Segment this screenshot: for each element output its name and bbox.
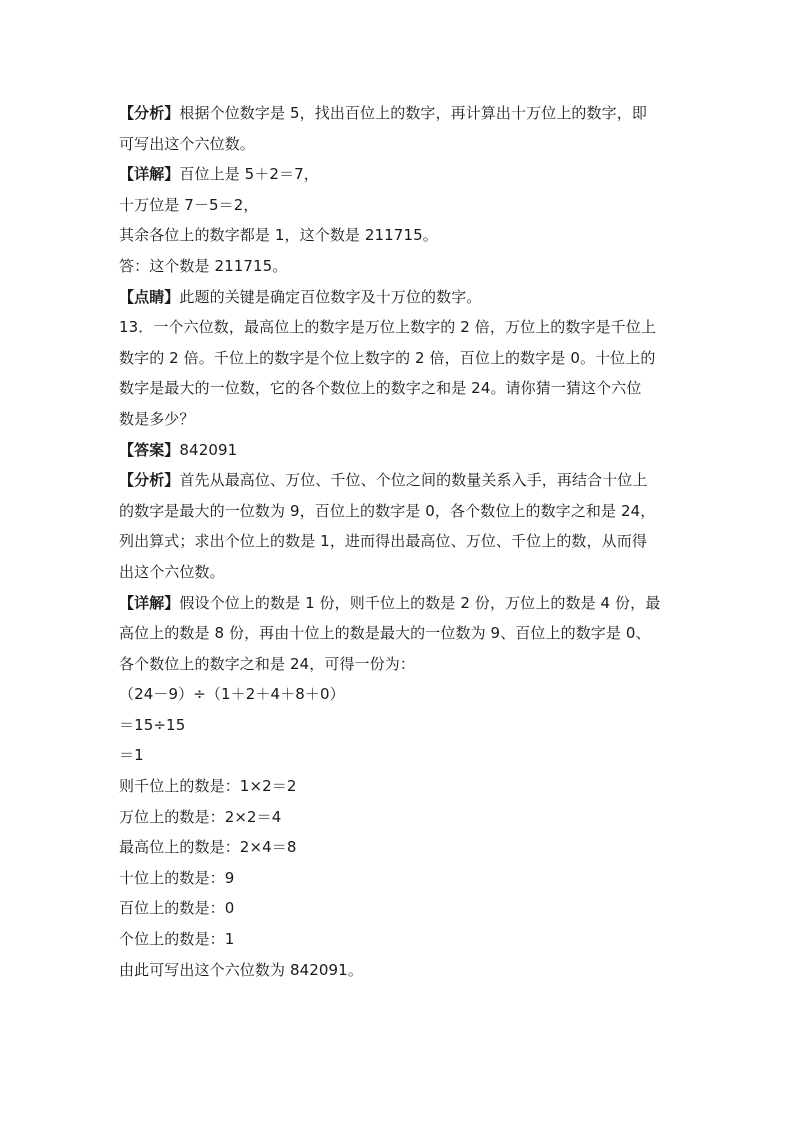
text-line bbox=[119, 404, 679, 435]
line-text: 百位上是 5＋2＝7， bbox=[179, 165, 319, 184]
text-line bbox=[119, 740, 679, 771]
text-line bbox=[119, 832, 679, 863]
line-text: ＝15÷15 bbox=[119, 715, 186, 734]
section-tag: 【详解】 bbox=[119, 165, 180, 184]
line-text: 数字是最大的一位数，它的各个数位上的数字之和是 24。请你猜一猜这个六位 bbox=[119, 379, 642, 398]
text-line bbox=[119, 190, 679, 221]
line-text: 高位上的数是 8 份，再由十位上的数是最大的一位数为 9、百位上的数字是 0、 bbox=[119, 624, 651, 643]
section-tag: 【分析】 bbox=[119, 104, 180, 122]
text-line bbox=[119, 496, 679, 527]
line-text: 假设个位上的数是 1 份，则千位上的数是 2 份，万位上的数是 4 份，最 bbox=[179, 593, 661, 612]
text-line bbox=[119, 526, 679, 557]
text-line bbox=[119, 893, 679, 924]
section-tag: 【分析】 bbox=[119, 471, 180, 490]
text-line bbox=[119, 557, 679, 588]
text-line bbox=[119, 924, 679, 955]
line-text: （24－9）÷（1＋2＋4＋8＋0） bbox=[119, 685, 345, 704]
line-text: 842091 bbox=[179, 440, 238, 459]
line-text: 列出算式；求出个位上的数是 1，进而得出最高位、万位、千位上的数，从而得 bbox=[119, 532, 647, 551]
line-text: 13．一个六位数，最高位上的数字是万位上数字的 2 倍，万位上的数字是千位上 bbox=[119, 318, 656, 337]
text-line bbox=[119, 220, 679, 251]
line-text: 此题的关键是确定百位数字及十万位的数字。 bbox=[179, 287, 482, 306]
text-line bbox=[119, 435, 679, 466]
section-tag: 【答案】 bbox=[119, 440, 180, 459]
line-text: 十万位是 7－5＝2， bbox=[119, 195, 259, 214]
text-line bbox=[119, 373, 679, 404]
text-line bbox=[119, 343, 679, 374]
line-text: 由此可写出这个六位数为 842091。 bbox=[119, 960, 363, 979]
text-line bbox=[119, 618, 679, 649]
line-text: 答：这个数是 211715。 bbox=[119, 256, 288, 275]
line-text: 百位上的数是：0 bbox=[119, 899, 235, 918]
line-text: 首先从最高位、万位、千位、个位之间的数量关系入手，再结合十位上 bbox=[179, 471, 648, 490]
text-line bbox=[119, 955, 679, 986]
text-line bbox=[119, 312, 679, 343]
document-body bbox=[119, 98, 679, 985]
line-text: ＝1 bbox=[119, 746, 144, 765]
line-text: 数是多少？ bbox=[119, 409, 195, 428]
text-line bbox=[119, 465, 679, 496]
text-line bbox=[119, 98, 679, 129]
line-text: 则千位上的数是：1×2＝2 bbox=[119, 777, 297, 796]
text-line bbox=[119, 588, 679, 619]
text-line bbox=[119, 129, 679, 160]
line-text: 最高位上的数是：2×4＝8 bbox=[119, 838, 297, 857]
text-line bbox=[119, 802, 679, 833]
line-text: 出这个六位数。 bbox=[119, 562, 225, 581]
line-text: 数字的 2 倍。千位上的数字是个位上数字的 2 倍，百位上的数字是 0。十位上的 bbox=[119, 348, 656, 367]
text-line bbox=[119, 771, 679, 802]
line-text: 的数字是最大的一位数为 9，百位上的数字是 0，各个数位上的数字之和是 24， bbox=[119, 501, 656, 520]
line-text: 各个数位上的数字之和是 24，可得一份为： bbox=[119, 654, 415, 673]
text-line bbox=[119, 863, 679, 894]
text-line bbox=[119, 710, 679, 741]
section-tag: 【点睛】 bbox=[119, 287, 180, 306]
text-line bbox=[119, 159, 679, 190]
line-text: 根据个位数字是 5，找出百位上的数字，再计算出十万位上的数字，即 bbox=[179, 104, 647, 122]
text-line bbox=[119, 251, 679, 282]
text-line bbox=[119, 679, 679, 710]
text-line bbox=[119, 282, 679, 313]
section-tag: 【详解】 bbox=[119, 593, 180, 612]
line-text: 可写出这个六位数。 bbox=[119, 134, 255, 153]
line-text: 万位上的数是：2×2＝4 bbox=[119, 807, 282, 826]
line-text: 个位上的数是：1 bbox=[119, 930, 235, 949]
line-text: 其余各位上的数字都是 1，这个数是 211715。 bbox=[119, 226, 438, 245]
line-text: 十位上的数是：9 bbox=[119, 868, 235, 887]
text-line bbox=[119, 649, 679, 680]
